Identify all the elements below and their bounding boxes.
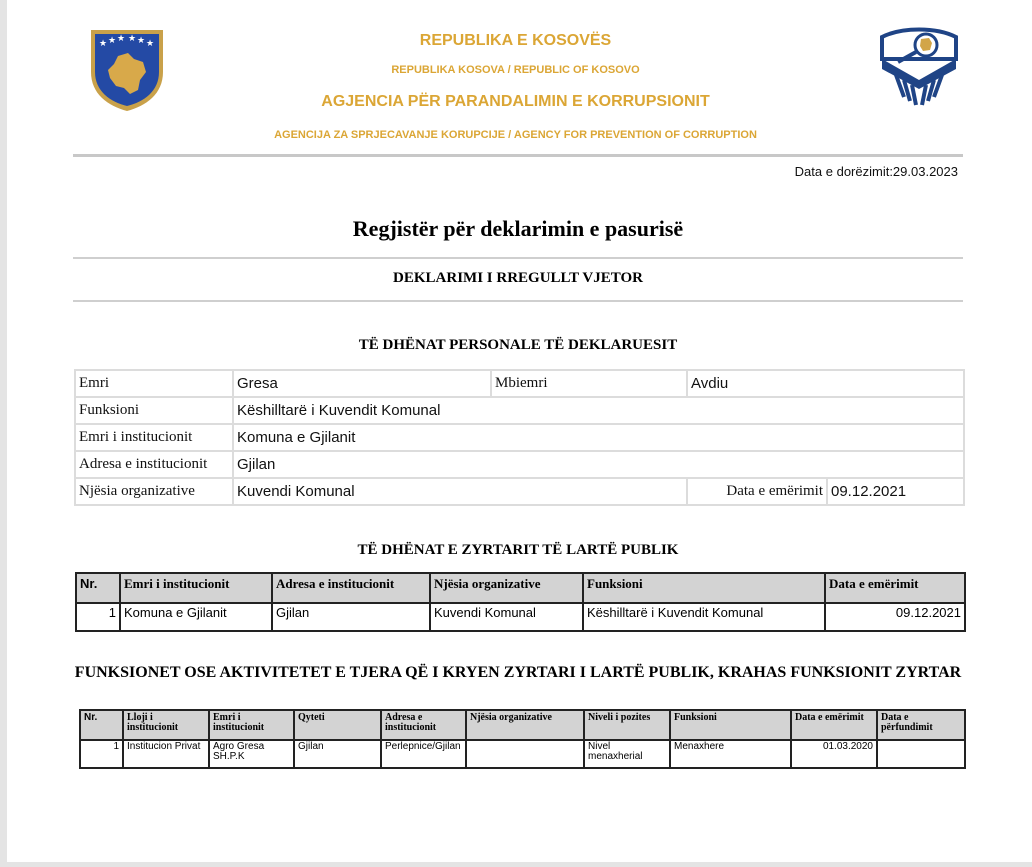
svg-text:★: ★: [108, 36, 117, 46]
col-niveli-pozites: Niveli i pozites: [584, 710, 670, 740]
other-functions-table: [79, 709, 966, 769]
adresa-value: Gjilan: [233, 451, 964, 478]
svg-text:★: ★: [146, 39, 155, 49]
personal-section-title: TË DHËNAT PERSONALE TË DEKLARUESIT: [358, 337, 678, 353]
mbiemri-label: Mbiemri: [491, 370, 687, 397]
table-header-row: [80, 710, 965, 740]
institucioni-label: Emri i institucionit: [75, 424, 233, 451]
subtitle-divider: [73, 300, 963, 302]
cell-njesia-organizative: [466, 740, 584, 768]
cell-funksioni: Menaxhere: [670, 740, 791, 768]
other-functions-section-title: FUNKSIONET OSE AKTIVITETET E TJERA QË I KRYEN ZYRTARI I LARTË PUBLIK, KRAHAS FUNKSIONIT ZYRTAR: [74, 664, 962, 681]
cell-qyteti: Gjilan: [294, 740, 381, 768]
cell-funksioni: Këshilltarë i Kuvendit Komunal: [583, 603, 825, 631]
table-header-row: [76, 573, 965, 603]
funksioni-label: Funksioni: [75, 397, 233, 424]
col-adresa-institucionit: Adresa e institucionit: [272, 573, 430, 603]
cell-emri-institucionit: Agro Gresa SH.P.K: [209, 740, 294, 768]
col-data-emerimit: Data e emërimit: [825, 573, 965, 603]
njesia-label: Njësia organizative: [75, 478, 233, 505]
submission-date: Data e dorëzimit:29.03.2023: [794, 164, 958, 179]
adresa-label: Adresa e institucionit: [75, 451, 233, 478]
table-row: [76, 603, 965, 631]
data-emerimit-value: 09.12.2021: [827, 478, 964, 505]
cell-adresa-institucionit: Gjilan: [272, 603, 430, 631]
svg-text:★: ★: [117, 34, 126, 44]
header-agency-subtitle: AGENCIJA ZA SPRJECAVANJE KORUPCIJE / AGENCY FOR PREVENTION OF CORRUPTION: [274, 129, 757, 141]
svg-text:★: ★: [99, 39, 108, 49]
table-row: [80, 740, 965, 768]
cell-data-perfundimit: [877, 740, 965, 768]
col-data-perfundimit: Data e përfundimit: [877, 710, 965, 740]
official-section-title: TË DHËNAT E ZYRTARIT TË LARTË PUBLIK: [357, 542, 679, 558]
cell-niveli-pozites: Nivel menaxherial: [584, 740, 670, 768]
col-njesia-organizative: Njësia organizative: [466, 710, 584, 740]
njesia-value: Kuvendi Komunal: [233, 478, 687, 505]
header-republic-title: REPUBLIKA E KOSOVËS: [419, 32, 612, 49]
title-divider: [73, 257, 963, 259]
institucioni-value: Komuna e Gjilanit: [233, 424, 964, 451]
col-funksioni: Funksioni: [670, 710, 791, 740]
declaration-type: DEKLARIMI I RREGULLT VJETOR: [393, 270, 643, 286]
emri-label: Emri: [75, 370, 233, 397]
cell-njesia-organizative: Kuvendi Komunal: [430, 603, 583, 631]
col-nr: Nr.: [76, 573, 120, 603]
data-emerimit-label: Data e emërimit: [687, 478, 827, 505]
cell-emri-institucionit: Komuna e Gjilanit: [120, 603, 272, 631]
cell-lloji-institucionit: Institucion Privat: [123, 740, 209, 768]
anti-corruption-agency-emblem-icon: [874, 25, 964, 115]
document-title: Regjistër për deklarimin e pasurisë: [352, 216, 684, 241]
header-divider: [73, 154, 963, 157]
emri-value: Gresa: [233, 370, 491, 397]
cell-nr: 1: [80, 740, 123, 768]
header-republic-subtitle: REPUBLIKA KOSOVA / REPUBLIC OF KOSOVO: [391, 64, 640, 76]
col-lloji-institucionit: Lloji i institucionit: [123, 710, 209, 740]
svg-text:★: ★: [137, 36, 146, 46]
col-adresa-institucionit: Adresa e institucionit: [381, 710, 466, 740]
official-table: [75, 572, 966, 632]
cell-data-emerimit: 09.12.2021: [825, 603, 965, 631]
col-data-emerimit: Data e emërimit: [791, 710, 877, 740]
mbiemri-value: Avdiu: [687, 370, 964, 397]
cell-adresa-institucionit: Perlepnice/Gjilan: [381, 740, 466, 768]
cell-data-emerimit: 01.03.2020: [791, 740, 877, 768]
cell-nr: 1: [76, 603, 120, 631]
col-funksioni: Funksioni: [583, 573, 825, 603]
col-nr: Nr.: [80, 710, 123, 740]
header-agency-title: AGJENCIA PËR PARANDALIMIN E KORRUPSIONIT: [321, 93, 710, 110]
col-emri-institucionit: Emri i institucionit: [120, 573, 272, 603]
col-qyteti: Qyteti: [294, 710, 381, 740]
svg-text:★: ★: [128, 34, 137, 44]
funksioni-value: Këshilltarë i Kuvendit Komunal: [233, 397, 964, 424]
personal-info-table: [74, 369, 965, 506]
col-emri-institucionit: Emri i institucionit: [209, 710, 294, 740]
document-page: [7, 0, 1032, 862]
col-njesia-organizative: Njësia organizative: [430, 573, 583, 603]
